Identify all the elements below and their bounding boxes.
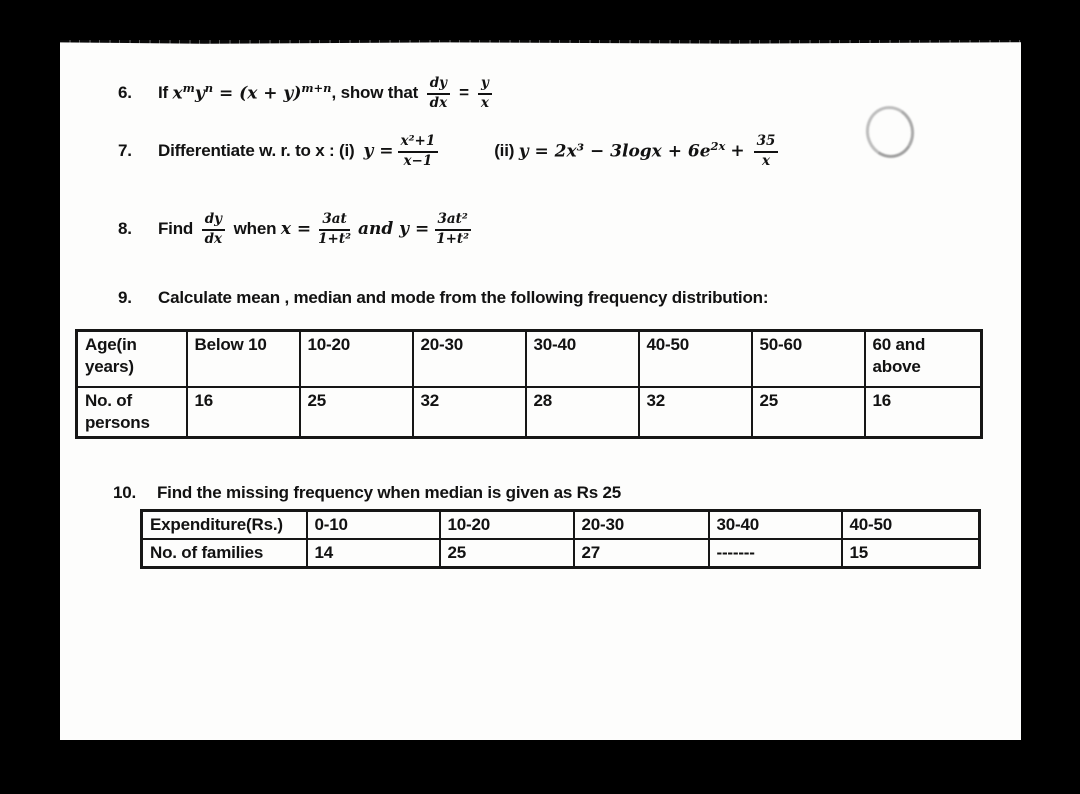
table-cell: 0-10 xyxy=(307,511,440,540)
table-data-row xyxy=(77,387,982,438)
table-cell: 60 and above xyxy=(865,331,982,388)
fraction-dy-dx xyxy=(427,76,451,111)
question-10 xyxy=(113,483,621,503)
math-expression: $y = 2x^3 - 3\log x + 6e^{2x}$ xyxy=(518,139,726,163)
table-cell: 10-20 xyxy=(440,511,574,540)
equals-sign: = xyxy=(459,83,469,103)
fraction-numerator: 35 xyxy=(754,134,779,153)
math-expression: $x^my^n = (x + y)^{m+n}$ xyxy=(172,81,332,105)
table-cell: No. of families xyxy=(142,539,307,568)
table-header-row xyxy=(77,331,982,388)
table-cell: 10-20 xyxy=(300,331,413,388)
table-cell: 15 xyxy=(842,539,980,568)
text-run: (ii) xyxy=(494,141,519,161)
text-run: Differentiate w. r. to x : (i) xyxy=(158,141,364,161)
question-7 xyxy=(118,134,782,169)
fraction-35-x xyxy=(754,134,779,169)
table-cell: 40-50 xyxy=(842,511,980,540)
question-number: 7. xyxy=(118,141,132,161)
plus-sign: + xyxy=(730,141,745,162)
fraction-numerator: dy xyxy=(427,76,450,95)
frequency-table-expenditure xyxy=(140,509,981,569)
question-9 xyxy=(118,288,768,308)
fraction-denominator: 1+t² xyxy=(318,230,351,247)
table-cell: Below 10 xyxy=(187,331,300,388)
table-cell: 30-40 xyxy=(709,511,842,540)
table-cell: 50-60 xyxy=(752,331,865,388)
table-cell: 20-30 xyxy=(574,511,709,540)
table-header-row xyxy=(142,511,980,540)
question-number: 8. xyxy=(118,219,132,239)
question-number: 6. xyxy=(118,83,132,103)
fraction-denominator: x xyxy=(480,94,489,111)
text-run: If xyxy=(158,83,173,103)
fraction-denominator: dx xyxy=(204,230,223,247)
question-6 xyxy=(118,76,496,111)
table-cell: No. of persons xyxy=(77,387,187,438)
table-cell: 20-30 xyxy=(413,331,526,388)
table-cell: 27 xyxy=(574,539,709,568)
table-cell: 14 xyxy=(307,539,440,568)
question-number: 9. xyxy=(118,288,132,307)
fraction-numerator: 3at xyxy=(319,212,349,231)
text-run: Find xyxy=(158,219,198,239)
math-expression: x = xyxy=(280,219,312,240)
frequency-table-age xyxy=(75,329,983,439)
fraction-numerator: dy xyxy=(202,212,225,231)
table-cell: 25 xyxy=(752,387,865,438)
table-cell: 32 xyxy=(639,387,752,438)
fraction-part-i xyxy=(398,134,439,169)
fraction-denominator: x−1 xyxy=(403,152,433,169)
fraction-denominator: x xyxy=(762,152,771,169)
table-cell: 30-40 xyxy=(526,331,639,388)
table-cell: Age(in years) xyxy=(77,331,187,388)
table-cell: 32 xyxy=(413,387,526,438)
table-cell: 16 xyxy=(187,387,300,438)
math-expression: y = xyxy=(363,141,394,162)
question-number: 10. xyxy=(113,483,137,502)
table-cell: 16 xyxy=(865,387,982,438)
fraction-numerator: x²+1 xyxy=(398,134,439,153)
table-cell: 25 xyxy=(300,387,413,438)
pencil-circle-mark xyxy=(861,102,919,163)
scanned-worksheet-page xyxy=(60,40,1021,740)
text-run: when xyxy=(229,219,281,239)
question-8 xyxy=(118,212,476,247)
fraction-numerator: 3at² xyxy=(435,212,471,231)
text-run: Find the missing frequency when median is given as Rs 25 xyxy=(157,483,621,502)
table-cell: ------- xyxy=(709,539,842,568)
table-cell: Expenditure(Rs.) xyxy=(142,511,307,540)
fraction-x-param xyxy=(315,212,354,247)
text-run: , show that xyxy=(331,83,423,103)
fraction-y-x xyxy=(478,76,492,111)
fraction-dy-dx xyxy=(202,212,226,247)
table-data-row xyxy=(142,539,980,568)
table-cell: 25 xyxy=(440,539,574,568)
fraction-denominator: dx xyxy=(429,94,448,111)
text-run: Calculate mean , median and mode from the following frequency distribution: xyxy=(158,288,769,307)
fraction-denominator: 1+t² xyxy=(436,230,470,247)
table-cell: 40-50 xyxy=(639,331,752,388)
math-expression: and y = xyxy=(357,219,430,240)
fraction-y-param xyxy=(433,212,472,247)
table-cell: 28 xyxy=(526,387,639,438)
fraction-numerator: y xyxy=(478,76,492,95)
